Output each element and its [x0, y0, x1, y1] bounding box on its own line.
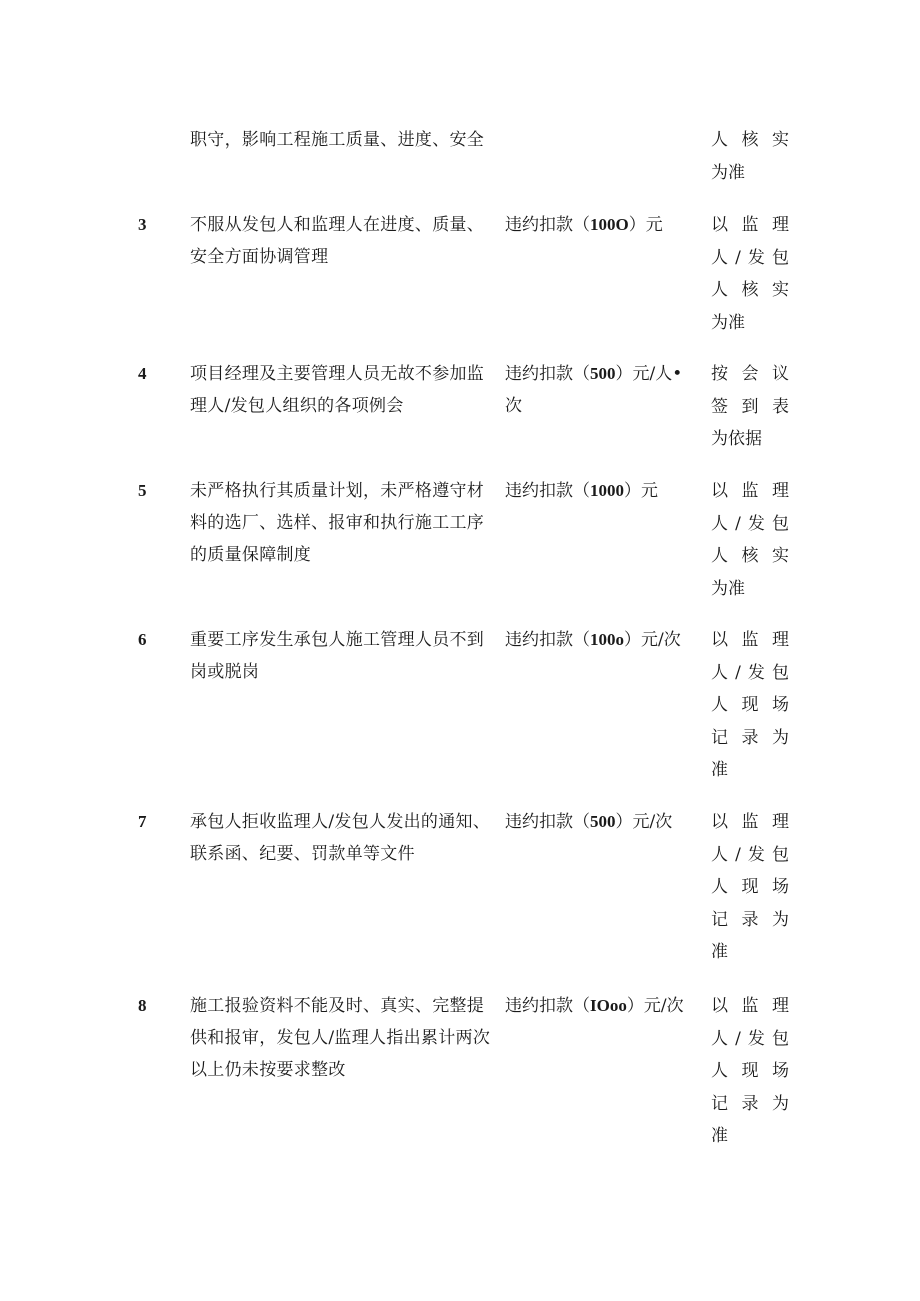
row-number: 4: [138, 364, 147, 383]
row-number: 5: [138, 481, 147, 500]
violation-description: 重要工序发生承包人施工管理人员不到岗或脱岗: [190, 630, 485, 682]
penalty-text: 违约扣款（100o）元/次: [505, 630, 681, 650]
violation-description: 施工报验资料不能及时、真实、完整提供和报审，发包人/监理人指出累计两次以上仍未按要求整改: [190, 996, 491, 1080]
penalty-text: 违约扣款（500）元/次: [505, 812, 673, 832]
penalty-text: 违约扣款（500）元/人•次: [505, 364, 683, 416]
violation-description: 不服从发包人和监理人在进度、质量、安全方面协调管理: [190, 215, 485, 267]
verification-basis: 以监理 人/发包 人核实 为准: [711, 481, 789, 599]
verification-basis: 以监理 人/发包 人现场 记录为 准: [711, 812, 789, 962]
violation-description: 承包人拒收监理人/发包人发出的通知、联系函、纪要、罚款单等文件: [190, 812, 491, 864]
verification-basis: 人核实 为准: [711, 130, 789, 183]
penalty-text: 违约扣款（1000）元: [505, 481, 658, 501]
penalty-text: 违约扣款（100O）元: [505, 215, 663, 235]
verification-basis: 以监理 人/发包 人现场 记录为 准: [711, 996, 789, 1146]
verification-basis: 以监理 人/发包 人核实 为准: [711, 215, 789, 333]
verification-basis: 按会议 签到表 为依据: [711, 364, 789, 449]
violation-description: 未严格执行其质量计划，未严格遵守材料的选厂、选样、报审和执行施工工序的质量保障制度: [190, 481, 485, 565]
row-number: 6: [138, 630, 147, 649]
violation-description: 项目经理及主要管理人员无故不参加监理人/发包人组织的各项例会: [190, 364, 485, 416]
violation-description: 职守，影响工程施工质量、进度、安全: [190, 130, 485, 150]
row-number: 8: [138, 996, 147, 1015]
penalty-text: 违约扣款（IOoo）元/次: [505, 996, 684, 1016]
row-number: 3: [138, 215, 147, 234]
verification-basis: 以监理 人/发包 人现场 记录为 准: [711, 630, 789, 780]
row-number: 7: [138, 812, 147, 831]
